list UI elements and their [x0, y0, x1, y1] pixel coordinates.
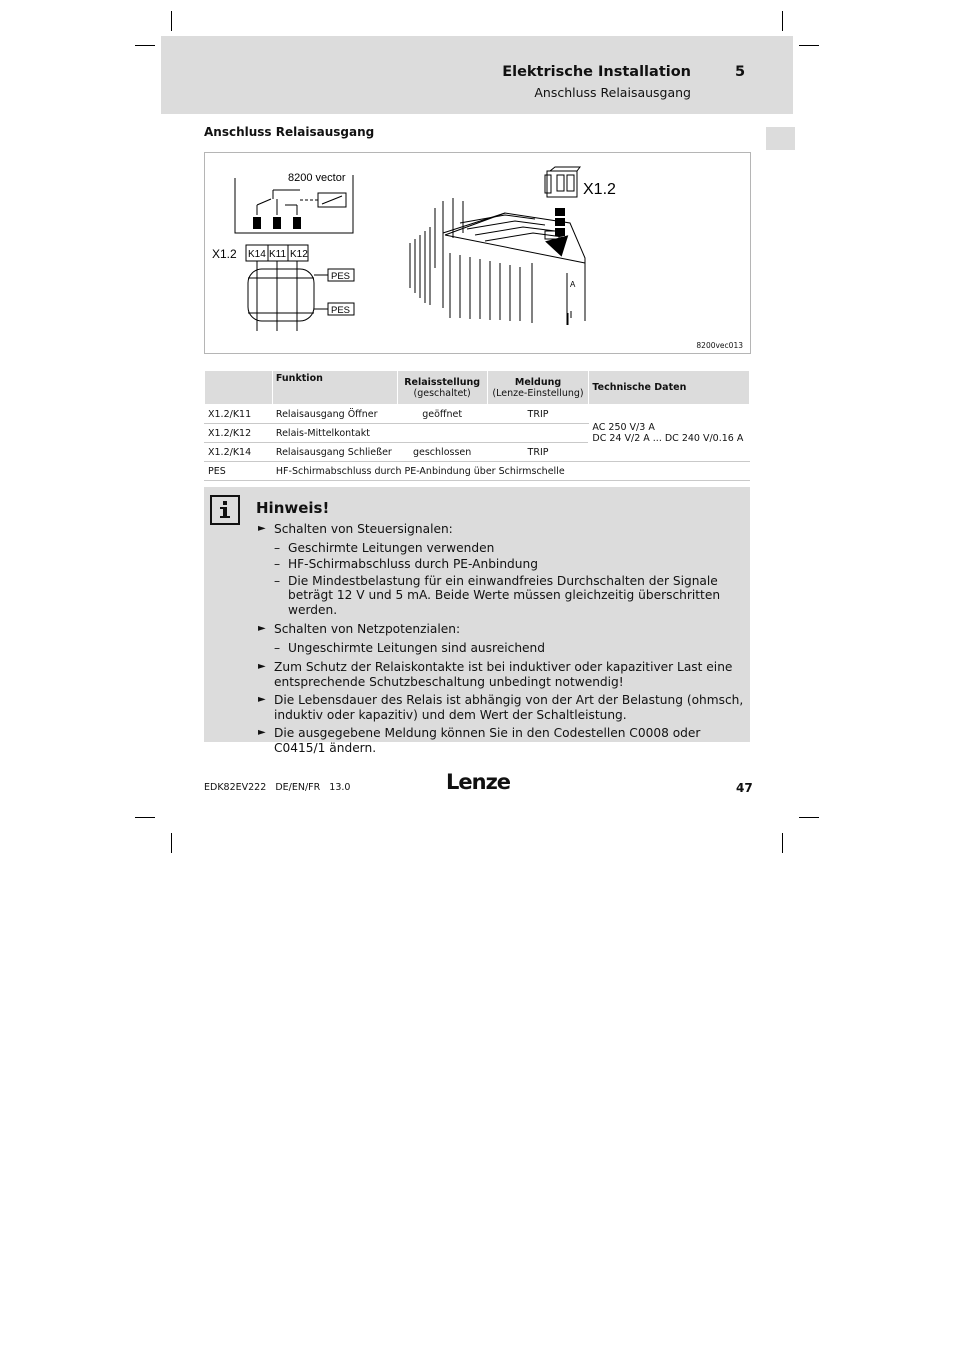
- header-relaisstellung-sub: (geschaltet): [413, 387, 471, 399]
- table-header-row: [205, 371, 750, 405]
- tech-line-2: DC 24 V/2 A ... DC 240 V/0.16 A: [592, 433, 744, 444]
- subitem-text: Die Mindestbelastung für ein einwandfreies Durchschalten der Signale beträgt 12 V und 5 mA. Beide Werte müssen gleichzeitig überschritten werden.: [288, 573, 721, 617]
- bullet-arrow-icon: ►: [258, 661, 266, 672]
- crop-mark: [782, 11, 783, 31]
- crop-mark: [171, 11, 172, 31]
- note-bullet: [258, 522, 746, 537]
- header-relaisstellung: [397, 371, 487, 405]
- note-subitem: – Geschirmte Leitungen verwenden: [274, 540, 495, 555]
- bullet-text: Schalten von Netzpotenzialen:: [274, 622, 461, 636]
- note-box: [204, 487, 750, 755]
- note-bullet: [258, 660, 746, 689]
- chapter-subtitle: Anschluss Relaisausgang: [534, 85, 691, 100]
- lenze-logo: Lenze: [446, 770, 511, 794]
- bullet-text: Zum Schutz der Relaiskontakte ist bei induktiver oder kapazitiver Last eine entsprechende Schutzbeschaltung unbedingt notwendig!: [274, 660, 733, 689]
- cell-terminal: PES: [205, 462, 273, 481]
- table-row: [205, 462, 750, 481]
- note-subitem: – Die Mindestbelastung für ein einwandfreies Durchschalten der Signale beträgt 12 V und 5 mA. Beide Werte müssen gleichzeitig überschritten werden.: [274, 573, 721, 617]
- bullet-text: Die ausgegebene Meldung können Sie in den Codestellen C0008 oder C0415/1 ändern.: [274, 726, 701, 755]
- header-funktion: Funktion: [272, 371, 397, 405]
- cell-meldung: TRIP: [487, 443, 589, 462]
- page-number: 47: [736, 781, 753, 795]
- table-row: [205, 405, 750, 424]
- terminal-k12: K12: [290, 249, 308, 260]
- chapter-side-tab: [766, 127, 795, 150]
- crop-mark: [799, 45, 819, 46]
- connector-label: X1.2: [583, 181, 616, 198]
- subitem-text: HF-Schirmabschluss durch PE-Anbindung: [288, 557, 538, 571]
- header-meldung: [487, 371, 589, 405]
- cell-funktion: Relais-Mittelkontakt: [272, 424, 397, 443]
- note-title: Hinweis!: [256, 499, 330, 517]
- cell-pes-text: HF-Schirmabschluss durch PE-Anbindung über Schirmschelle: [272, 462, 749, 481]
- crop-mark: [171, 833, 172, 853]
- cell-terminal: X1.2/K12: [205, 424, 273, 443]
- chapter-number: 5: [735, 64, 746, 80]
- cell-relais: [397, 424, 487, 443]
- crop-mark: [799, 817, 819, 818]
- cell-terminal: X1.2/K14: [205, 443, 273, 462]
- terminal-label-x12: X1.2: [212, 247, 237, 261]
- bullet-arrow-icon: ►: [258, 623, 266, 634]
- bullet-text: Schalten von Steuersignalen:: [274, 522, 453, 536]
- note-subitem: – Ungeschirmte Leitungen sind ausreichend: [274, 640, 546, 655]
- figure-code: 8200vec013: [696, 341, 743, 350]
- note-bullet: [258, 622, 746, 637]
- cell-technische-daten: [589, 405, 750, 462]
- section-title: Anschluss Relaisausgang: [204, 125, 375, 139]
- cell-relais: geöffnet: [397, 405, 487, 424]
- tech-line-1: AC 250 V/3 A: [592, 422, 655, 433]
- crop-mark: [135, 817, 155, 818]
- note-body: [258, 522, 746, 759]
- info-icon: [210, 495, 240, 525]
- cell-meldung: TRIP: [487, 405, 589, 424]
- insert-arrow-icon: [545, 208, 573, 260]
- cell-funktion: Relaisausgang Öffner: [272, 405, 397, 424]
- bullet-arrow-icon: ►: [258, 727, 266, 738]
- pes-label-2: PES: [331, 305, 351, 316]
- terminal-k11: K11: [269, 249, 287, 260]
- cell-funktion: Relaisausgang Schließer: [272, 443, 397, 462]
- terminal-k14: K14: [248, 249, 266, 260]
- header-technische-daten: Technische Daten: [589, 371, 750, 405]
- footer-doc-id: EDK82EV222 DE/EN/FR 13.0: [204, 782, 351, 793]
- crop-mark: [782, 833, 783, 853]
- subitem-text: Ungeschirmte Leitungen sind ausreichend: [288, 640, 546, 655]
- pes-label-1: PES: [331, 271, 351, 282]
- cell-meldung: [487, 424, 589, 443]
- header-meldung-sub: (Lenze-Einstellung): [492, 387, 584, 399]
- header-meldung-main: Meldung: [514, 376, 562, 388]
- note-bullet: [258, 693, 746, 722]
- header-band: [161, 36, 793, 114]
- wiring-figure: [204, 152, 751, 354]
- cell-terminal: X1.2/K11: [205, 405, 273, 424]
- header-relaisstellung-main: Relaisstellung: [404, 376, 481, 388]
- note-bullet: [258, 726, 746, 755]
- crop-mark: [135, 45, 155, 46]
- device-label: 8200 vector: [288, 172, 346, 184]
- spec-table: [204, 370, 750, 481]
- subitem-text: Geschirmte Leitungen verwenden: [288, 540, 495, 555]
- bullet-text: Die Lebensdauer des Relais ist abhängig von der Art der Belastung (ohmsch, induktiv oder kapazitiv) und dem Wert der Schaltleistung.: [274, 693, 744, 722]
- chapter-title: Elektrische Installation: [502, 64, 691, 80]
- bullet-arrow-icon: ►: [258, 694, 266, 705]
- svg-text:A: A: [570, 280, 576, 289]
- wiring-diagram: [205, 153, 750, 353]
- note-subitem: – HF-Schirmabschluss durch PE-Anbindung: [274, 557, 538, 571]
- header-terminal: [205, 371, 273, 405]
- bullet-arrow-icon: ►: [258, 523, 266, 534]
- cell-relais: geschlossen: [397, 443, 487, 462]
